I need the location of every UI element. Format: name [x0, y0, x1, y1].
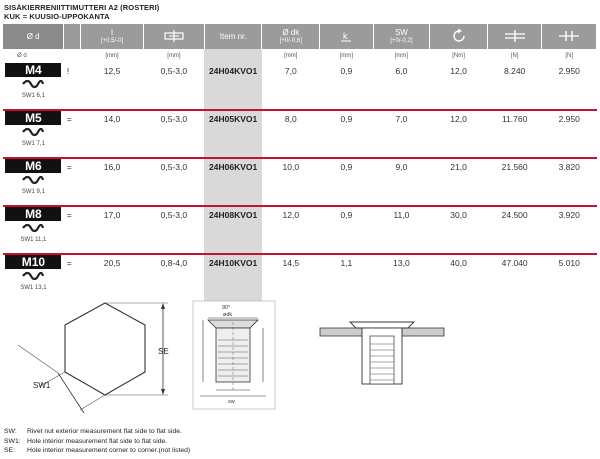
- header-head-height: [320, 24, 373, 49]
- title-line-2: KUK = KUUSIO-UPPOKANTA: [4, 12, 110, 21]
- length-cell: 16,0: [103, 162, 121, 172]
- rivet-nut-drawing: [193, 301, 275, 409]
- sw-cell: 6,0: [395, 66, 408, 76]
- unit-cell: [N]: [487, 49, 542, 63]
- size-badge: M10: [5, 255, 61, 269]
- spec-table: [3, 24, 597, 301]
- header-row: [3, 24, 597, 49]
- rivet-nut-icon: [22, 272, 44, 280]
- note-se: SE: Hole interior measurement corner to corner.(not listed): [4, 447, 191, 454]
- sw1-label: SW1 11,1: [20, 237, 47, 243]
- size-badge: M5: [5, 111, 61, 125]
- header-symbol: [64, 24, 81, 49]
- unit-cell: [mm]: [262, 49, 320, 63]
- dk-label: ødk: [223, 312, 233, 318]
- k-cell: 0,9: [340, 114, 353, 124]
- sw1-label: SW1 6,1: [21, 93, 45, 99]
- grip-cell: 0,8-4,0: [160, 258, 188, 268]
- shear-cell: 3.820: [558, 162, 580, 172]
- header-sw: SW [+0/-0,2]: [373, 24, 430, 49]
- grip-range-icon: [163, 29, 185, 43]
- header-tensile: [487, 24, 542, 49]
- header-diameter: Ø d: [3, 24, 64, 49]
- symbol-cell: =: [66, 210, 72, 220]
- grip-cell: 0,5-3,0: [160, 162, 188, 172]
- symbol-cell: =: [66, 258, 72, 268]
- shear-cell: 2.950: [558, 114, 580, 124]
- size-cell: [3, 159, 64, 205]
- table-row: [3, 111, 597, 157]
- installed-section-drawing: [320, 322, 444, 384]
- symbol-cell: =: [66, 114, 72, 124]
- shear-cell: 2.950: [558, 66, 580, 76]
- dk-cell: 10,0: [282, 162, 300, 172]
- unit-cell: [mm]: [373, 49, 430, 63]
- length-cell: 12,5: [103, 66, 121, 76]
- sw1-label: SW1 13,1: [20, 285, 47, 291]
- size-badge: M6: [5, 159, 61, 173]
- k-cell: 0,9: [340, 66, 353, 76]
- note-sw1: SW1: Hole interior measurement flat side to flat side.: [4, 437, 168, 445]
- tensile-icon: [504, 29, 526, 43]
- torque-cell: 40,0: [450, 258, 467, 268]
- sw1-diagram-label: SW1: [33, 381, 51, 390]
- header-shear: [542, 24, 597, 49]
- item-nr-cell: 24H04KVO1: [204, 63, 262, 109]
- k-cell: 0,9: [340, 162, 353, 172]
- rivet-nut-icon: [22, 224, 44, 232]
- symbol-cell: =: [66, 162, 72, 172]
- torque-icon: [451, 28, 467, 44]
- shear-icon: [558, 29, 580, 43]
- symbol-cell: !: [66, 66, 70, 76]
- length-cell: 20,5: [103, 258, 121, 268]
- table-row: [3, 159, 597, 205]
- size-cell: [3, 207, 64, 253]
- k-cell: 1,1: [340, 258, 353, 268]
- rivet-nut-icon: [22, 80, 44, 88]
- header-torque: [430, 24, 488, 49]
- sw-cell: 11,0: [393, 210, 410, 220]
- grip-cell: 0,5-3,0: [160, 66, 188, 76]
- tensile-cell: 47.040: [501, 258, 528, 268]
- tensile-cell: 8.240: [504, 66, 526, 76]
- torque-cell: 12,0: [450, 66, 467, 76]
- table-row: [3, 207, 597, 253]
- torque-cell: 30,0: [450, 210, 467, 220]
- header-grip-range: [143, 24, 204, 49]
- grip-cell: 0,5-3,0: [160, 114, 188, 124]
- title-line-1: SISÄKIERRENIITTIMUTTERI A2 (ROSTERI): [4, 3, 160, 12]
- header-item-nr: Item nr.: [204, 24, 262, 49]
- unit-cell: [mm]: [320, 49, 373, 63]
- item-nr-cell: 24H08KVO1: [204, 207, 262, 253]
- table-row: [3, 63, 597, 109]
- rivet-nut-icon: [22, 176, 44, 184]
- size-badge: M4: [5, 63, 61, 77]
- unit-cell: Ø d: [3, 49, 64, 63]
- sw-diagram-label: sw: [228, 399, 235, 405]
- item-nr-cell: 24H10KVO1: [204, 255, 262, 301]
- item-nr-cell: 24H05KVO1: [204, 111, 262, 157]
- unit-cell: [mm]: [143, 49, 204, 63]
- hexagon-hole-diagram: [18, 303, 169, 413]
- shear-cell: 5.010: [558, 258, 580, 268]
- table-row: [3, 255, 597, 301]
- unit-cell: [64, 49, 81, 63]
- technical-drawings: [0, 300, 600, 420]
- shear-cell: 3.920: [558, 210, 580, 220]
- units-row: [3, 49, 597, 63]
- note-sw: SW: Rivet nut exterior measurement flat side to flat side.: [4, 428, 182, 435]
- dk-cell: 12,0: [282, 210, 300, 220]
- k-cell: 0,9: [340, 210, 353, 220]
- tensile-cell: 24.500: [501, 210, 528, 220]
- notes: [4, 427, 190, 456]
- header-length: l [+0,5/-0]: [81, 24, 144, 49]
- header-head-diameter: Ø dk [+0/-0,6]: [262, 24, 320, 49]
- size-badge: M8: [5, 207, 61, 221]
- torque-cell: 21,0: [450, 162, 467, 172]
- se-label: SE: [158, 347, 169, 356]
- svg-text:k: k: [343, 30, 348, 41]
- sw1-label: SW1 7,1: [21, 141, 45, 147]
- unit-cell: [Nm]: [430, 49, 488, 63]
- unit-cell: [N]: [542, 49, 597, 63]
- size-cell: [3, 63, 64, 109]
- sw-cell: 7,0: [395, 114, 408, 124]
- item-nr-cell: 24H06KVO1: [204, 159, 262, 205]
- torque-cell: 12,0: [450, 114, 467, 124]
- grip-cell: 0,5-3,0: [160, 210, 188, 220]
- unit-cell: [204, 49, 262, 63]
- size-cell: [3, 255, 64, 301]
- tensile-cell: 11.760: [501, 114, 528, 124]
- sw1-label: SW1 9,1: [21, 189, 45, 195]
- unit-cell: [mm]: [81, 49, 144, 63]
- dk-cell: 8,0: [284, 114, 297, 124]
- dk-cell: 7,0: [284, 66, 297, 76]
- sw-cell: 13,0: [393, 258, 410, 268]
- angle-label: 90°: [222, 305, 231, 311]
- length-cell: 17,0: [103, 210, 121, 220]
- head-height-icon: [339, 29, 353, 43]
- rivet-nut-icon: [22, 128, 44, 136]
- size-cell: [3, 111, 64, 157]
- tensile-cell: 21.560: [501, 162, 528, 172]
- dk-cell: 14,5: [282, 258, 300, 268]
- page-title: [4, 3, 159, 21]
- sw-cell: 9,0: [395, 162, 408, 172]
- length-cell: 14,0: [103, 114, 121, 124]
